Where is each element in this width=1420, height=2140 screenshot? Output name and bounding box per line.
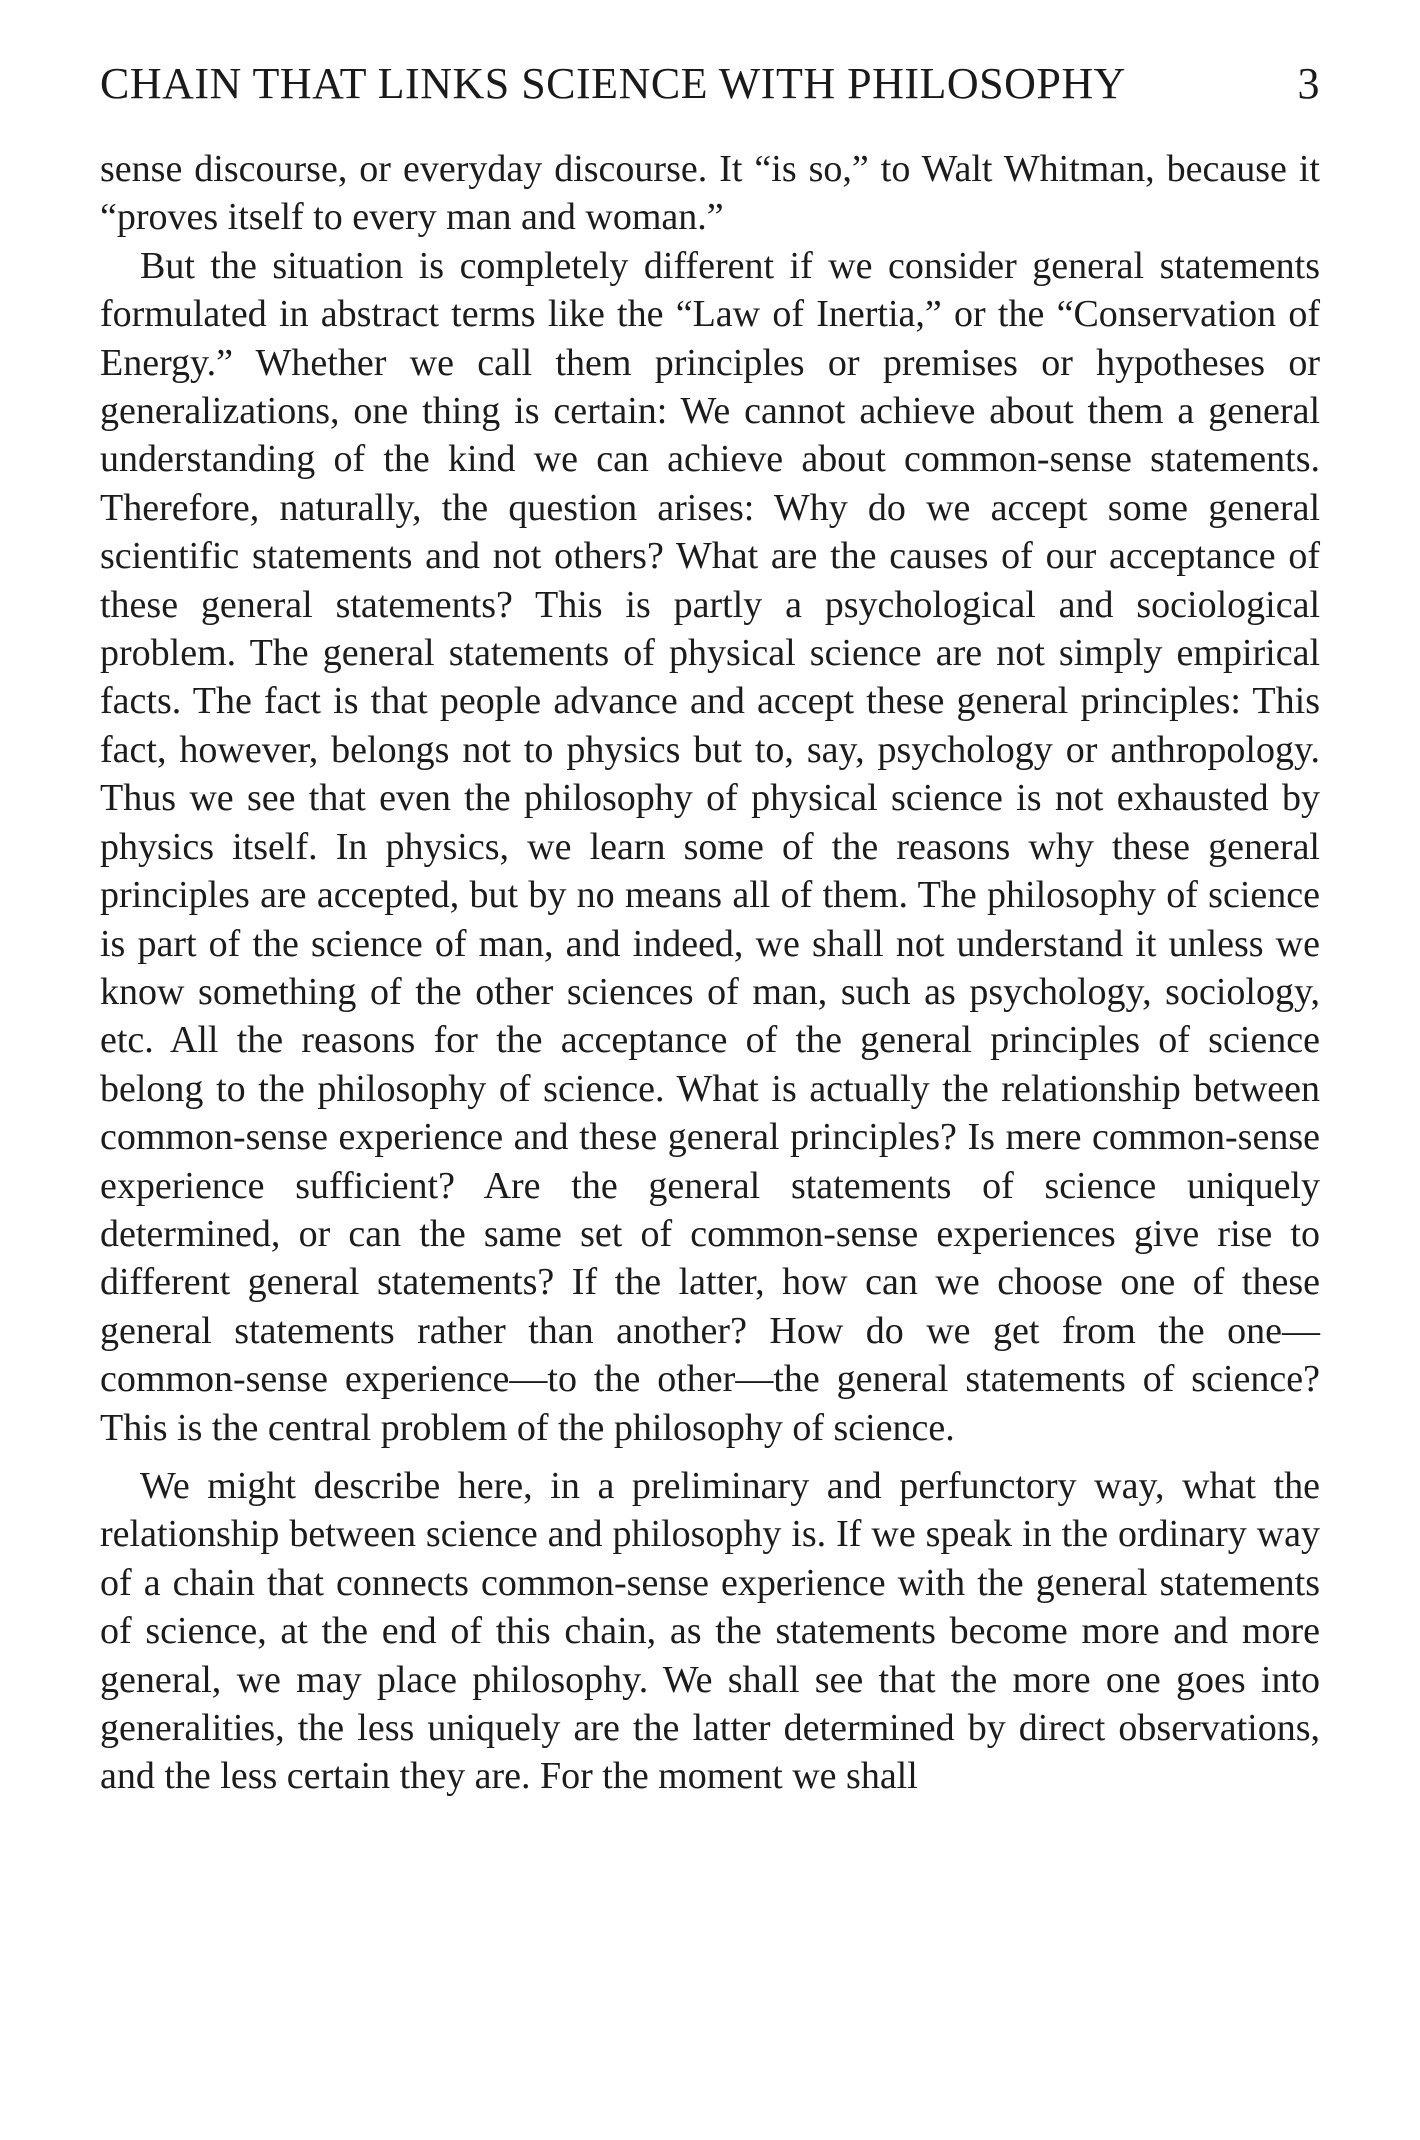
running-head bbox=[100, 58, 1320, 118]
body-text bbox=[100, 145, 1320, 1801]
paragraph-continuation: sense discourse, or everyday discourse. It “is so,” to Walt Whitman, because it “proves itself to every man and woman.” bbox=[100, 148, 1320, 239]
running-title: CHAIN THAT LINKS SCIENCE WITH PHILOSOPHY bbox=[100, 59, 1126, 108]
paragraph: We might describe here, in a preliminary and perfunctory way, what the relationship between science and philosophy is. If we speak in the ordinary way of a chain that connects common-sense experience with the general statements of science, at the end of this chain, as the statements become more and more general, we may place philosophy. We shall see that the more one goes into generalities, the less uniquely are the latter determined by direct observations, and the less certain they are. For the moment we shall bbox=[100, 1464, 1320, 1798]
paragraph: But the situation is completely different if we consider general statements formulated in abstract terms like the “Law of Inertia,” or the “Conservation of Energy.” Whether we call them principles or premises or hypotheses or generalizations, one thing is certain: We cannot achieve about them a general understanding of the kind we can achieve about common-sense statements. Therefore, naturally, the question arises: Why do we accept some general scientific statements and not others? What are the causes of our acceptance of these general statements? This is partly a psychological and sociological problem. The general statements of physical science are not simply empirical facts. The fact is that people advance and accept these general principles: This fact, however, belongs not to physics but to, say, psychology or anthropology. Thus we see that even the philosophy of physical science is not exhausted by physics itself. In physics, we learn some of the reasons why these general principles are accepted, but by no means all of them. The philosophy of science is part of the science of man, and indeed, we shall not understand it unless we know something of the other sciences of man, such as psychology, sociology, etc. All the reasons for the acceptance of the general principles of science belong to the philosophy of science. What is actually the relationship between common-sense experience and these general principles? Is mere common-sense experience sufficient? Are the general statements of science uniquely determined, or can the same set of common-sense experiences give rise to different general statements? If the latter, how can we choose one of these general statements rather than another? How do we get from the one—common-sense experience—to the other—the general statements of science? This is the central problem of the philosophy of science. bbox=[100, 244, 1320, 1449]
page-number: 3 bbox=[1297, 59, 1320, 108]
